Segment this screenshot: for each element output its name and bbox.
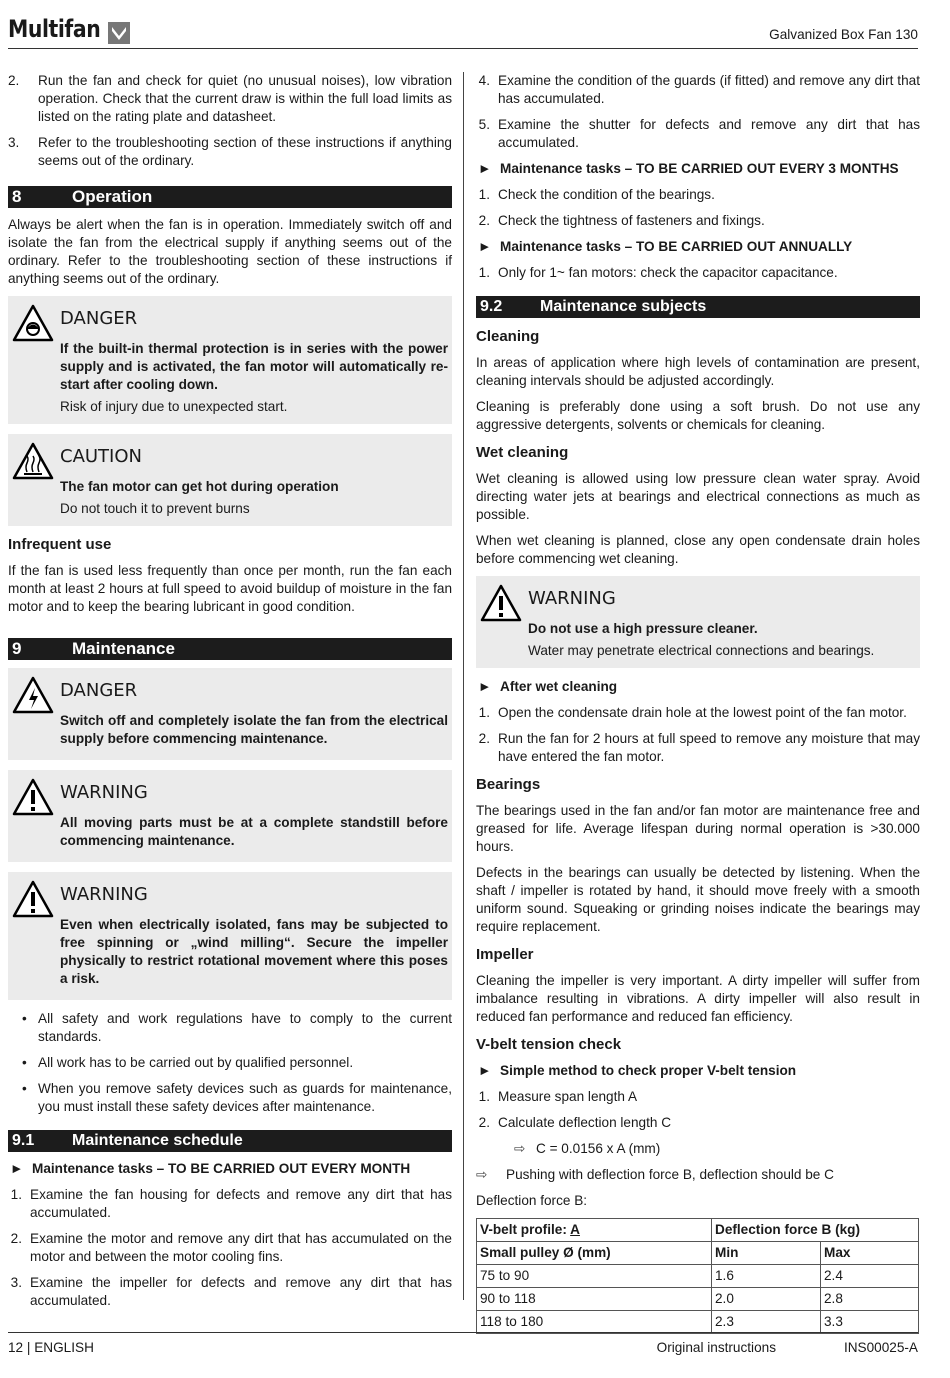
paragraph: Wet cleaning is allowed using low pressure clean water spray. Avoid directing water jets at bearings and electrical connections as much as possible. bbox=[476, 471, 920, 522]
notice-bold-text: If the built-in thermal protection is in series with the power supply and is activated, the fan motor will automatically re-start after cooling down. bbox=[60, 341, 448, 392]
hot-surface-icon bbox=[12, 442, 54, 480]
step-item: 4. Examine the condition of the guards (if fitted) and remove any dirt that has accumulated. bbox=[478, 73, 920, 106]
warning-notice bbox=[8, 872, 452, 1000]
table-cell: 2.4 bbox=[821, 1265, 919, 1288]
table-row bbox=[477, 1288, 919, 1311]
table-cell: 90 to 118 bbox=[477, 1288, 712, 1311]
rotating-parts-warning-icon bbox=[12, 304, 54, 342]
step-item: 5. Examine the shutter for defects and remove any dirt that has accumulated. bbox=[478, 117, 920, 150]
subheading-cleaning: Cleaning bbox=[476, 328, 540, 345]
list-item: • All work has to be carried out by qualified personnel. bbox=[22, 1055, 354, 1070]
table-header-row bbox=[477, 1242, 919, 1265]
task-group-heading: ► Maintenance tasks – TO BE CARRIED OUT EVERY 3 MONTHS bbox=[478, 161, 899, 176]
exclamation-warning-icon bbox=[12, 880, 54, 918]
result-note: ⇨ Pushing with deflection force B, deflection should be C bbox=[476, 1167, 834, 1182]
notice-bold-text: All moving parts must be at a complete standstill before commencing maintenance. bbox=[60, 815, 448, 848]
paragraph: The bearings used in the fan and/or fan motor are maintenance free and greased for life. Average lifespan during normal operation is >30.000 hours. bbox=[476, 803, 920, 854]
step-item: 2. Examine the motor and remove any dirt that has accumulated on the motor and between the motor cooling fins. bbox=[10, 1231, 452, 1264]
notice-title: WARNING bbox=[60, 782, 148, 803]
notice-text: Risk of injury due to unexpected start. bbox=[60, 399, 288, 414]
logo-arrow-icon bbox=[108, 22, 130, 44]
step-item: 2. Calculate deflection length C bbox=[478, 1115, 672, 1130]
subheading-v-belt: V-belt tension check bbox=[476, 1036, 622, 1053]
step-item: 1. Examine the fan housing for defects and remove any dirt that has accumulated. bbox=[10, 1187, 452, 1220]
table-row bbox=[477, 1311, 919, 1334]
step-item: 1. Open the condensate drain hole at the lowest point of the fan motor. bbox=[478, 705, 907, 720]
table-cell: 75 to 90 bbox=[477, 1265, 712, 1288]
operation-text: Always be alert when the fan is in operation. Immediately switch off and isolate the fan from the electrical supply if anything seems out of the ordinary. Refer to the troubleshooting section of these instructions if anything seems out of the ordinary. bbox=[8, 217, 452, 286]
table-row bbox=[477, 1265, 919, 1288]
subheading-bearings: Bearings bbox=[476, 776, 541, 793]
table-header-cell: Small pulley Ø (mm) bbox=[477, 1242, 712, 1265]
step-item: 3. Examine the impeller for defects and remove any dirt that has accumulated. bbox=[10, 1275, 452, 1308]
danger-notice bbox=[8, 668, 452, 760]
task-group-heading: ► Maintenance tasks – TO BE CARRIED OUT EVERY MONTH bbox=[10, 1161, 411, 1176]
table-header-row bbox=[477, 1219, 919, 1242]
notice-bold-text: The fan motor can get hot during operation bbox=[60, 479, 339, 494]
table-header-cell: Deflection force B (kg) bbox=[712, 1219, 919, 1242]
section-heading-operation: 8 Operation bbox=[8, 186, 452, 208]
list-item: • When you remove safety devices such as guards for maintenance, you must install these safety devices after maintenance. bbox=[22, 1081, 452, 1114]
warning-notice bbox=[476, 576, 920, 668]
page-number: 12 | ENGLISH bbox=[8, 1340, 94, 1355]
paragraph: In areas of application where high levels of contamination are present, cleaning intervals should be adjusted accordingly. bbox=[476, 355, 920, 388]
step-item: 1. Measure span length A bbox=[478, 1089, 638, 1104]
notice-bold-text: Even when electrically isolated, fans may be subjected to free spinning or „wind milling“. Secure the impeller physically to restrict rotational movement where this poses a risk. bbox=[60, 917, 448, 986]
exclamation-warning-icon bbox=[480, 584, 522, 622]
notice-bold-text: Do not use a high pressure cleaner. bbox=[528, 621, 758, 636]
subheading-impeller: Impeller bbox=[476, 946, 534, 963]
table-caption: Deflection force B: bbox=[476, 1193, 588, 1208]
step-item: 2. Run the fan for 2 hours at full speed to remove any moisture that may have entered the fan motor. bbox=[478, 731, 920, 764]
step-item: 2. Check the tightness of fasteners and fixings. bbox=[478, 213, 765, 228]
table-header-cell: V-belt profile: A bbox=[477, 1219, 712, 1242]
right-column bbox=[476, 72, 920, 1334]
table-cell: 2.0 bbox=[712, 1288, 821, 1311]
notice-title: CAUTION bbox=[60, 446, 142, 467]
document-title: Galvanized Box Fan 130 bbox=[769, 27, 918, 42]
infrequent-use-text: If the fan is used less frequently than once per month, run the fan each month at least 2 hours at full speed to avoid buildup of moisture in the fan motor and to keep the bearing lubricant in good condition. bbox=[8, 563, 452, 614]
task-group-heading: ► After wet cleaning bbox=[478, 679, 618, 694]
caution-notice bbox=[8, 434, 452, 526]
footer-note: Original instructions bbox=[656, 1340, 776, 1355]
left-column bbox=[8, 72, 452, 1318]
table-cell: 3.3 bbox=[821, 1311, 919, 1334]
table-cell: 1.6 bbox=[712, 1265, 821, 1288]
document-code: INS00025-A bbox=[843, 1340, 918, 1355]
page-footer bbox=[8, 1332, 918, 1355]
table-header-cell: Min bbox=[712, 1242, 821, 1265]
step-item: 2. Run the fan and check for quiet (no unusual noises), low vibration operation. Check that the current draw is within the full load limits as listed on the rating plate and datasheet. bbox=[8, 73, 452, 124]
table-cell: 2.8 bbox=[821, 1288, 919, 1311]
column-divider bbox=[463, 72, 464, 1300]
step-item: 1. Only for 1~ fan motors: check the capacitor capacitance. bbox=[478, 265, 838, 280]
paragraph: Cleaning is preferably done using a soft brush. Do not use any aggressive detergents, solvents or chemicals for cleaning. bbox=[476, 399, 920, 432]
subheading-wet-cleaning: Wet cleaning bbox=[476, 444, 569, 461]
formula-result: ⇨ C = 0.0156 x A (mm) bbox=[514, 1141, 661, 1156]
notice-bold-text: Switch off and completely isolate the fan from the electrical supply before commencing maintenance. bbox=[60, 713, 448, 746]
section-heading-maintenance: 9 Maintenance bbox=[8, 638, 452, 660]
electrical-hazard-icon bbox=[12, 676, 54, 714]
paragraph: When wet cleaning is planned, close any open condensate drain holes before commencing wet cleaning. bbox=[476, 533, 920, 566]
paragraph: Defects in the bearings can usually be detected by listening. When the shaft / impeller is rotated by hand, it should move freely with a smooth uniform sound. Squeaking or grinding noises indicate the bearings may require replacement. bbox=[476, 865, 920, 934]
notice-title: WARNING bbox=[528, 588, 616, 609]
list-item: • All safety and work regulations have to comply to the current standards. bbox=[22, 1011, 452, 1044]
table-cell: 2.3 bbox=[712, 1311, 821, 1334]
notice-title: DANGER bbox=[60, 680, 138, 701]
page-header bbox=[8, 15, 918, 49]
exclamation-warning-icon bbox=[12, 778, 54, 816]
deflection-force-table bbox=[476, 1218, 919, 1334]
warning-notice bbox=[8, 770, 452, 862]
notice-text: Do not touch it to prevent burns bbox=[60, 501, 250, 516]
step-item: 3. Refer to the troubleshooting section of these instructions if anything seems out of the ordinary. bbox=[8, 135, 452, 168]
paragraph: Cleaning the impeller is very important. A dirty impeller will suffer from imbalance resulting in vibrations. A dirty impeller will also result in reduced fan performance and reduced fan efficiency. bbox=[476, 973, 920, 1024]
subheading-infrequent-use: Infrequent use bbox=[8, 536, 112, 553]
task-group-heading: ► Simple method to check proper V-belt tension bbox=[478, 1063, 797, 1078]
notice-text: Water may penetrate electrical connections and bearings. bbox=[528, 643, 875, 658]
table-cell: 118 to 180 bbox=[477, 1311, 712, 1334]
table-header-cell: Max bbox=[821, 1242, 919, 1265]
section-heading-maintenance-subjects: 9.2 Maintenance subjects bbox=[476, 296, 920, 318]
section-heading-maintenance-schedule: 9.1 Maintenance schedule bbox=[8, 1130, 452, 1152]
step-item: 1. Check the condition of the bearings. bbox=[478, 187, 715, 202]
task-group-heading: ► Maintenance tasks – TO BE CARRIED OUT ANNUALLY bbox=[478, 239, 853, 254]
brand-logo: Multifan bbox=[8, 15, 101, 43]
danger-notice bbox=[8, 296, 452, 424]
notice-title: DANGER bbox=[60, 308, 138, 329]
notice-title: WARNING bbox=[60, 884, 148, 905]
